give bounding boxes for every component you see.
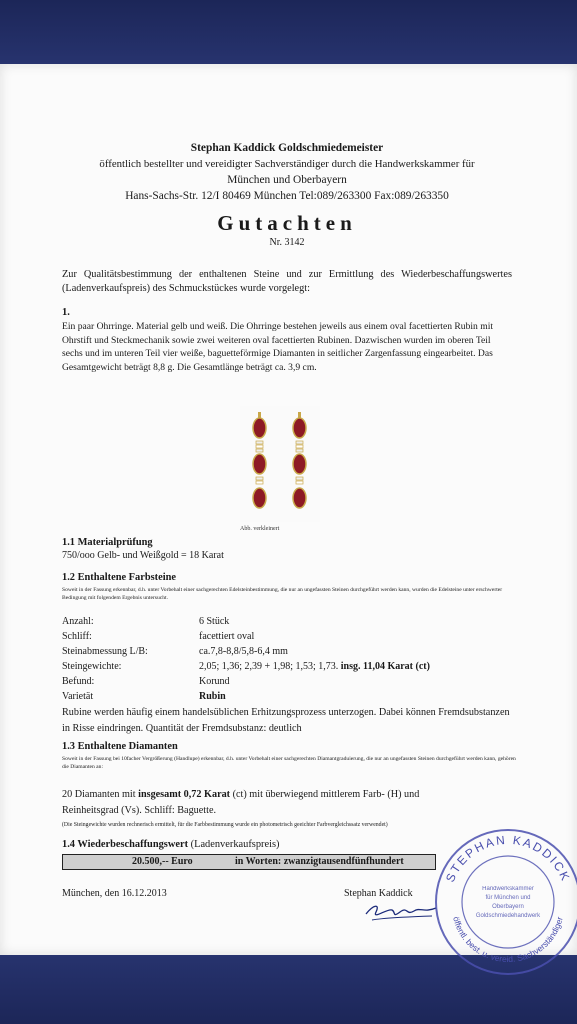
row-label: Varietät [62,691,94,702]
value-amount: 20.500,-- Euro [132,856,193,867]
document-number: Nr. 3142 [269,237,305,248]
row-label: Steingewichte: [62,661,122,672]
stamp-inner-line: Oberbayern [492,904,524,910]
letterhead [62,140,512,204]
letterhead-address: Hans-Sachs-Str. 12/I 80469 München Tel:089/263300 Fax:089/263350 [125,190,449,202]
earrings-photo [240,406,320,522]
earring-left [253,412,266,508]
row-value: ca.7,8-8,8/5,8-6,4 mm [199,646,288,657]
section-1-description: Ein paar Ohrringe. Material gelb und weiß. Die Ohrringe bestehen jeweils aus einem oval facettierten Rubin mit Ohrstift und Steckmechanik sowie zwei weiteren oval facettierten Rubinen. Dazwischen wurden im oberen Teil sechs und im unteren Teil vier weiße, baguetteförmige Diamanten in seitlicher Zargenfassung eingearbeitet. Das Gesamtgewicht beträgt 8,8 g. Die Gesamtlänge beträgt ca. 3,9 cm. [62,321,494,373]
stamp-inner-line: Handwerkskammer [482,886,534,892]
diamonds-total-weight: insgesamt 0,72 Karat [138,789,231,800]
row-value: Korund [199,676,230,687]
stamp-inner-line: Goldschmiedehandwerk [475,913,541,919]
row-value: facettiert oval [199,631,255,642]
material-heading: 1.1 Materialprüfung [62,537,153,548]
photo-caption: Abb. verkleinert [240,526,280,532]
diamonds-count: 20 Diamanten mit [62,789,136,800]
letterhead-region: München und Oberbayern [227,174,347,186]
svg-text:STEPHAN KADDICK [443,833,573,884]
letterhead-name: Stephan Kaddick Goldschmiedemeister [190,142,384,154]
row-label: Schliff: [62,631,92,642]
value-heading-label: 1.4 Wiederbeschaffungswert [62,839,189,850]
document-title: Gutachten [217,211,357,235]
rubine-treatment-note: Rubine werden häufig einem handelsüblichen Erhitzungsprozess unterzogen. Dabei können Fremdsubstanzen in Risse eindringen. Quantität der Fremdsubstanz: deutlich [62,707,510,734]
material-text: 750/ooo Gelb- und Weißgold = 18 Karat [62,550,224,561]
value-heading [62,839,280,850]
value-bar [62,854,436,870]
row-label: Befund: [62,676,95,687]
diamonds-text [62,787,517,819]
letterhead-credentials: öffentlich bestellter und vereidigter Sachverständiger durch die Handwerkskammer für [99,158,475,170]
colorstones-heading: 1.2 Enthaltene Farbsteine [62,572,177,583]
row-value [199,661,430,672]
row-label: Steinabmessung L/B: [62,646,148,657]
top-border-band [0,0,577,64]
value-in-words: in Worten: zwanzigtausendfünfhundert [235,856,404,867]
svg-text:öffentl. best. u. vereid. Sach [451,916,565,965]
stamp-top-text: STEPHAN KADDICK [442,832,574,885]
diamonds-note: Soweit in der Fassung bei 10facher Vergrößerung (Handlupe) erkennbar, d.h. unter Vorbehalt einer sachgerechten Diamantgraduierung, die nur an ungefassten Steinen durchgeführt werden kann, gehören die Diamanten an: [62,756,516,770]
intro-text: Zur Qualitätsbestimmung der enthaltenen Steine und zur Ermittlung des Wiederbeschaffungswertes (Ladenverkaufspreis) des Schmuckstückes wurde vorgelegt: [62,269,512,294]
row-label: Anzahl: [62,616,94,627]
stamp-bottom-text: öffentl. best. u. vereid. Sachverständiger [451,915,565,965]
stamp-inner-line: für München und [485,895,531,901]
diamonds-calc-note: (Die Steingewichte wurden rechnerisch ermittelt, für die Farbbestimmung wurde ein photometrisch geeichter Farbvergleichssatz verwendet) [62,822,388,828]
place-date: München, den 16.12.2013 [62,888,167,899]
earring-right [293,412,306,508]
colorstones-note: Soweit in der Fassung erkennbar, d.h. unter Vorbehalt einer sachgerechten Edelsteinbestimmung, die nur an ungefassten Steinen durchgeführt werden kann, wurden die Edelsteine unter erschwerter Bedingung mit folgendem Ergebnis untersucht. [62,587,503,601]
value-heading-note: (Ladenverkaufspreis) [190,839,280,850]
diamonds-cut: Reinheitsgrad (Vs). Schliff: Baguette. [62,805,217,816]
section-1-number: 1. [62,307,70,318]
row-value: 6 Stück [199,616,230,627]
diamonds-heading: 1.3 Enthaltene Diamanten [62,741,178,752]
signature-name: Stephan Kaddick [344,888,413,899]
row-value: Rubin [199,691,226,702]
stone-weights: 2,05; 1,36; 2,39 + 1,98; 1,53; 1,73. [199,661,339,672]
diamonds-grade: (ct) mit überwiegend mittlerem Farb- (H) und [232,789,420,800]
stone-weights-total: insg. 11,04 Karat (ct) [340,661,430,672]
official-seal-stamp [428,822,577,982]
